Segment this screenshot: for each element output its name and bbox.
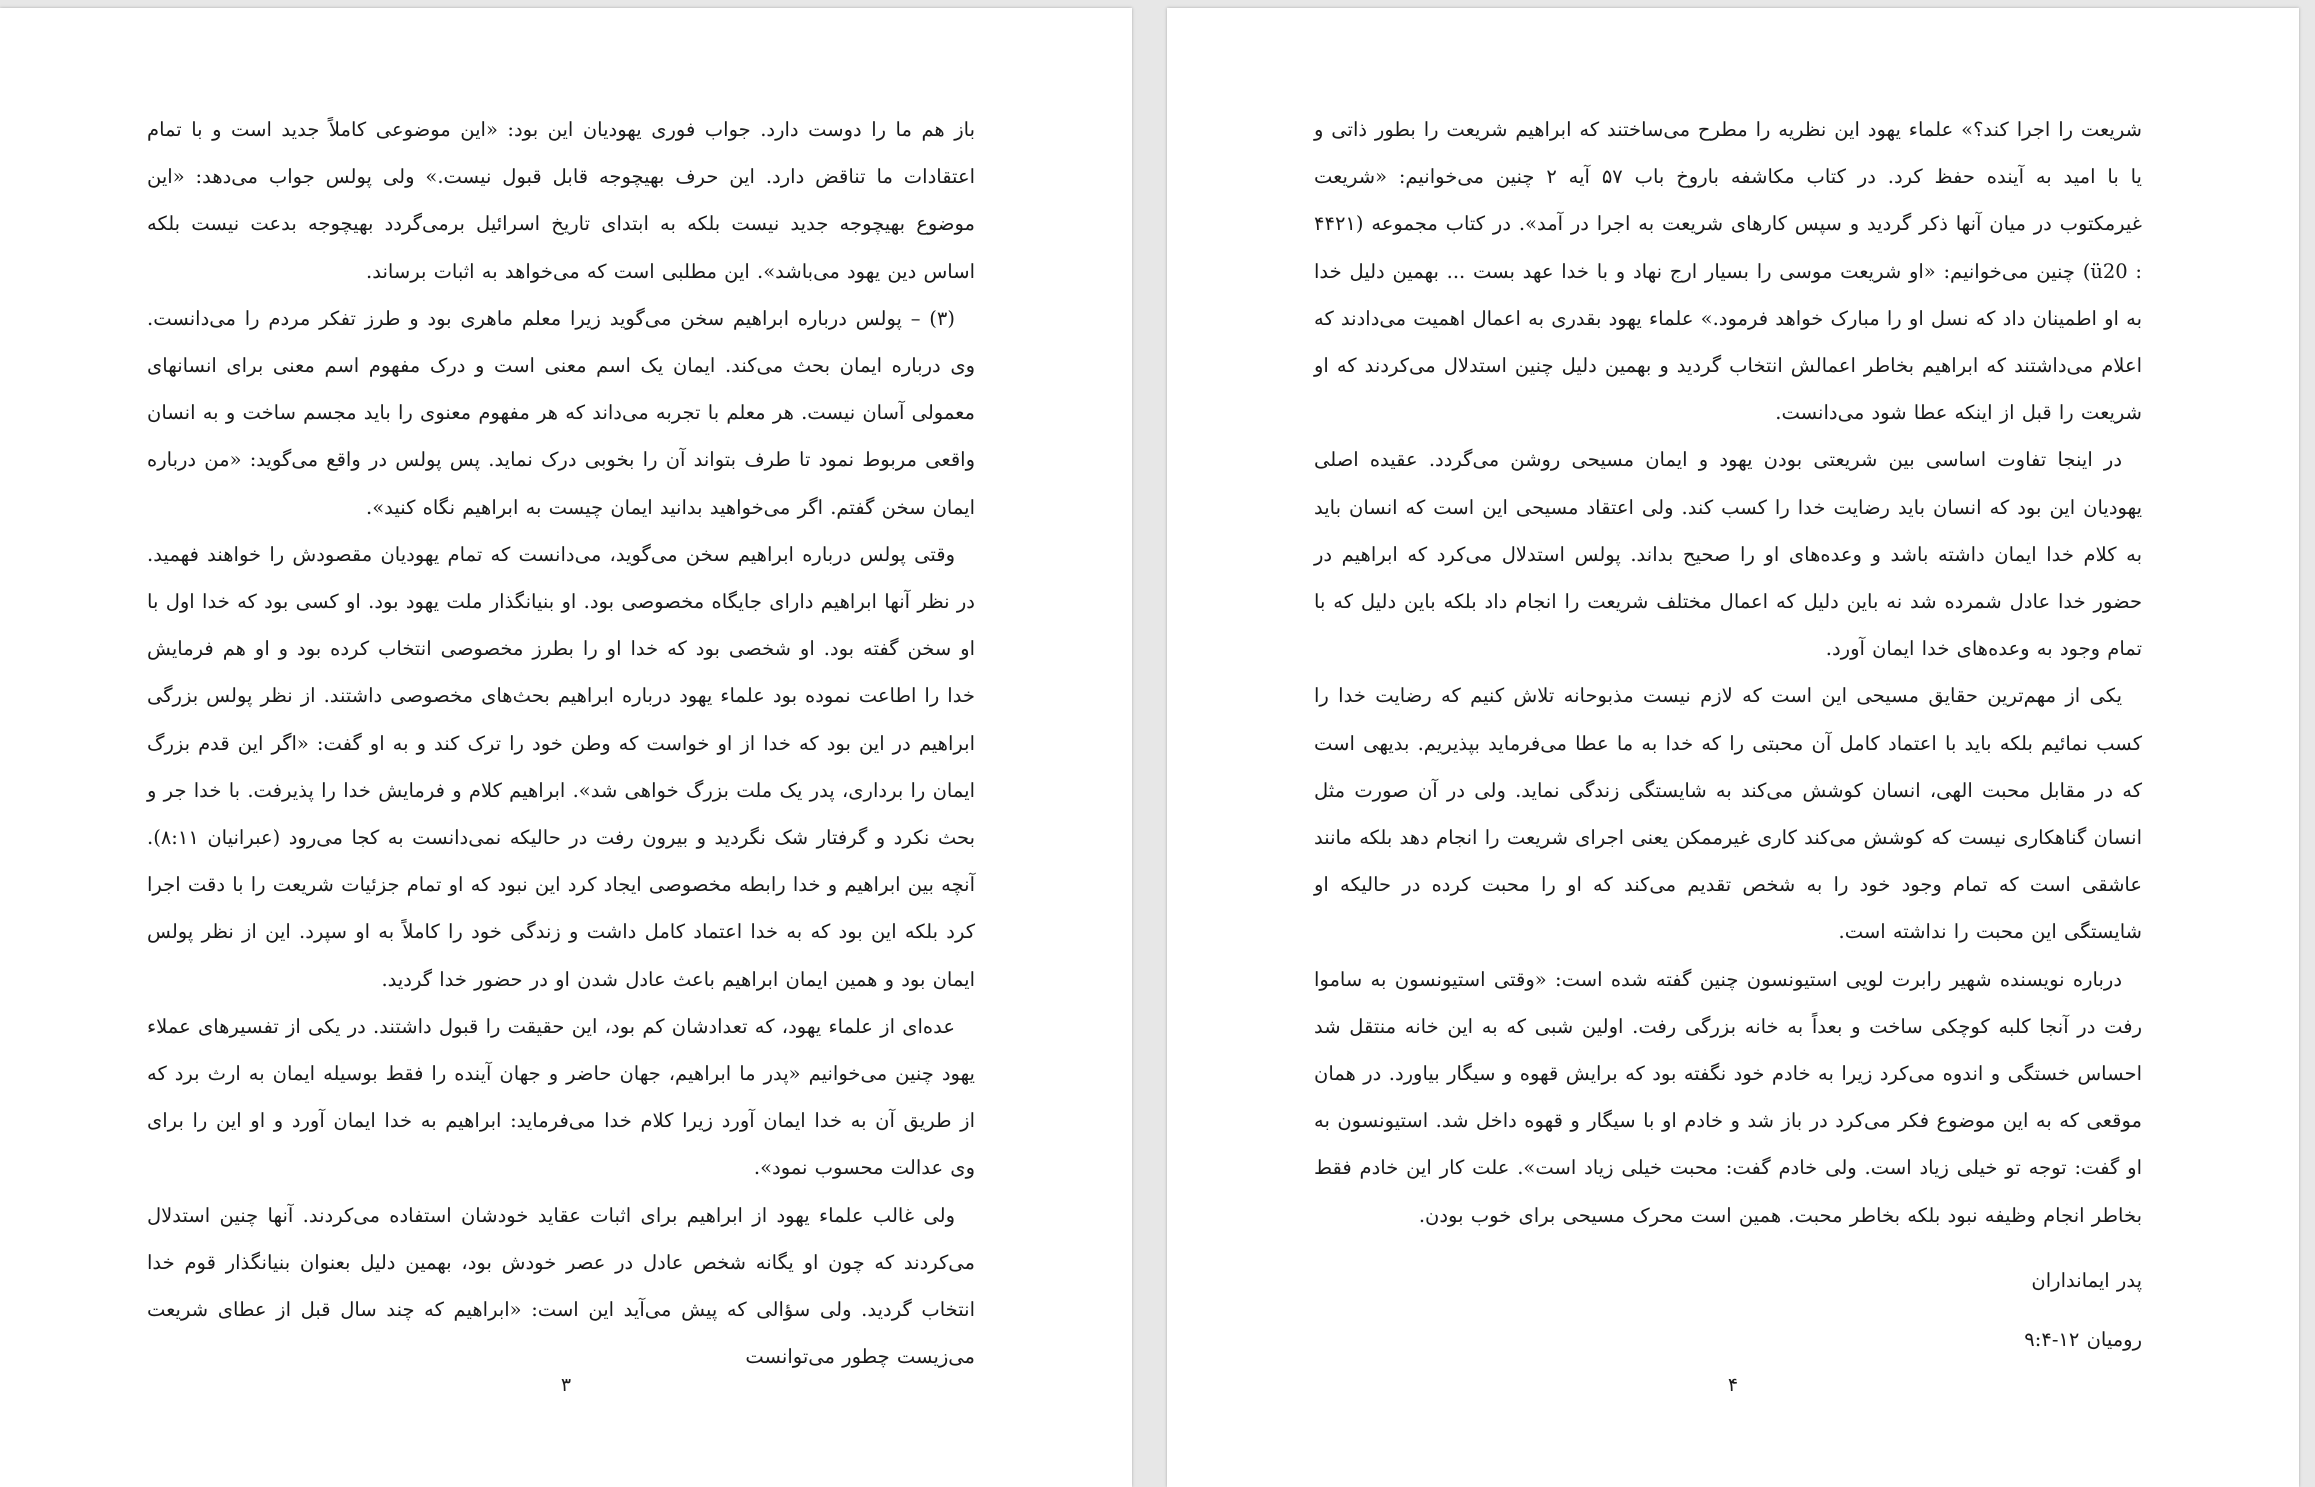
paragraph: (۳) – پولس درباره ابراهیم سخن می‌گوید زیرا معلم ماهری بود و طرز تفکر مردم را می‌دانست. وی درباره ایمان بحث می‌کند. ایمان یک اسم معنی است و درک مفهوم اسم معنی برای انسانهای معمولی آسان نیست. هر معلم با تجربه می‌داند که هر مفهوم معنوی را باید مجسم ساخت و به انسان واقعی مربوط نمود تا طرف بتواند آن را بخوبی درک نماید. پس پولس در واقع می‌گوید: «من درباره ایمان سخن گفتم. اگر می‌خواهید بدانید ایمان چیست به ابراهیم نگاه کنید». (147, 306, 975, 519)
paragraph: یکی از مهم‌ترین حقایق مسیحی این است که لازم نیست مذبوحانه تلاش کنیم که رضایت خدا را کسب نمائیم بلکه باید با اعتماد کامل آن محبتی را که خدا به ما عطا می‌فرماید بپذیریم. بدیهی است که در مقابل محبت الهی، انسان کوشش می‌کند به شایستگی زندگی نماید. ولی در آن صورت مثل انسان گناهکاری نیست که کوشش می‌کند کاری غیرممکن یعنی اجرای شریعت را انجام دهد بلکه مانند عاشقی است که تمام وجود خود را به شخص تقدیم می‌کند که او را محبت کرده در حالیکه او شایستگی این محبت را نداشته است. (1314, 684, 2142, 944)
paragraph: عده‌ای از علماء یهود، که تعدادشان کم بود، این حقیقت را قبول داشتند. در یکی از تفسیرهای عملاء یهود چنین می‌خوانیم «پدر ما ابراهیم، جهان حاضر و جهان آینده را فقط بوسیله ایمان به ارث برد که از طریق آن به خدا ایمان آورد زیرا کلام خدا می‌فرماید: ابراهیم به خدا ایمان آورد و او این را برای وی عدالت محسوب نمود». (147, 1014, 975, 1180)
paragraph: در اینجا تفاوت اساسی بین شریعتی بودن یهود و ایمان مسیحی روشن می‌گردد. عقیده اصلی یهودیان این بود که انسان باید رضایت خدا را کسب کند. ولی اعتقاد مسیحی این است که انسان باید به کلام خدا ایمان داشته باشد و وعده‌های او را صحیح بداند. پولس استدلال می‌کرد که ابراهیم در حضور خدا عادل شمرده شد نه باین دلیل که اعمال مختلف شریعت را انجام داد بلکه باین دلیل که با تمام وجود به وعده‌های خدا ایمان آورد. (1314, 448, 2142, 661)
page-text (147, 106, 975, 1380)
page-number: ۳ (560, 1374, 572, 1396)
page-text (1314, 106, 2142, 1363)
document-page-right (1167, 8, 2299, 1487)
scripture-reference: رومیان ۱۲-۹:۴ (2024, 1328, 2142, 1352)
paragraph: باز هم ما را دوست دارد. جواب فوری یهودیان این بود: «این موضوعی کاملاً جدید است و با تمام اعتقادات ما تناقض دارد. این حرف بهیچوجه قابل قبول نیست.» ولی پولس جواب می‌دهد: «این موضوع بهیچوجه جدید نیست بلکه به ابتدای تاریخ اسرائیل برمی‌گردد بهیچوجه بدعت نیست بلکه اساس دین یهود می‌باشد». این مطلبی است که می‌خواهد به اثبات برساند. (147, 118, 975, 283)
paragraph: ولی غالب علماء یهود از ابراهیم برای اثبات عقاید خودشان استفاده می‌کردند. آنها چنین استدلال می‌کردند که چون او یگانه شخص عادل در عصر خودش بود، بهمین دلیل بعنوان بنیانگذار قوم خدا انتخاب گردید. ولی سؤالی که پیش می‌آید این است: «ابراهیم که چند سال قبل از عطای شریعت می‌زیست چطور می‌توانست (147, 1203, 975, 1369)
section-heading: پدر ایمانداران (2031, 1268, 2142, 1292)
document-page-left (0, 8, 1132, 1487)
page-number: ۴ (1727, 1374, 1739, 1396)
paragraph: درباره نویسنده شهیر رابرت لویی استیونسون چنین گفته شده است: «وقتی استیونسون به ساموا رفت در آنجا کلبه کوچکی ساخت و بعداً به خانه بزرگی رفت. اولین شبی که به این خانه منتقل شد احساس خستگی و اندوه می‌کرد زیرا به خادم خود نگفته بود که برایش قهوه و سیگار بیاورد. در همان موقعی که به این موضوع فکر می‌کرد در باز شد و خادم او با سیگار و قهوه داخل شد. استیونسون به او گفت: توجه تو خیلی زیاد است. ولی خادم گفت: محبت خیلی زیاد است». علت کار این خادم فقط بخاطر انجام وظیفه نبود بلکه بخاطر محبت. همین است محرک مسیحی برای خوب بودن. (1314, 967, 2142, 1227)
paragraph: وقتی پولس درباره ابراهیم سخن می‌گوید، می‌دانست که تمام یهودیان مقصودش را خواهند فهمید. در نظر آنها ابراهیم دارای جایگاه مخصوصی بود. او بنیانگذار ملت یهود بود. او کسی بود که خدا اول با او سخن گفته بود. او شخصی بود که خدا او را بطرز مخصوصی انتخاب کرده بود و او هم فرمایش خدا را اطاعت نموده بود علماء یهود درباره ابراهیم بحث‌های مخصوصی داشتند. از نظر پولس بزرگی ابراهیم در این بود که خدا از او خواست که وطن خود را ترک کند و به او گفت: «اگر این قدم بزرگ ایمان را برداری، پدر یک ملت بزرگ خواهی شد». ابراهیم کلام و فرمایش خدا را پذیرفت. با خدا جر و بحث نکرد و گرفتار شک نگردید و بیرون رفت در حالیکه نمی‌دانست به کجا می‌رود (عبرانیان ۸:۱۱). آنچه بین ابراهیم و خدا رابطه مخصوصی ایجاد کرد این نبود که او تمام جزئیات شریعت را با دقت اجرا کرد بلکه این بود که به خدا اعتماد کامل داشت و زندگی خود را کاملاً به او سپرد. این از نظر پولس ایمان بود و همین ایمان ابراهیم باعث عادل شدن او در حضور خدا گردید. (147, 542, 975, 991)
paragraph: شریعت را اجرا کند؟» علماء یهود این نظریه را مطرح می‌ساختند که ابراهیم شریعت را بطور ذاتی و یا با امید به آینده حفظ کرد. در کتاب مکاشفه باروخ باب ۵۷ آیه ۲ چنین می‌خوانیم: «شریعت غیرمکتوب در میان آنها ذکر گردید و سپس کارهای شریعت به اجرا در آمد». در کتاب مجموعه (۴۴۲۱ : ü20) چنین می‌خوانیم: «او شریعت موسی را بسیار ارج نهاد و با خدا عهد بست ... بهمین دلیل خدا به او اطمینان داد که نسل او را مبارک خواهد فرمود.» علماء یهود بقدری به اعمال اهمیت می‌دادند که اعلام می‌داشتند که ابراهیم بخاطر اعمالش انتخاب گردید و بهمین دلیل چنین استدلال می‌کردند که او شریعت را قبل از اینکه عطا شود می‌دانست. (1314, 118, 2142, 425)
